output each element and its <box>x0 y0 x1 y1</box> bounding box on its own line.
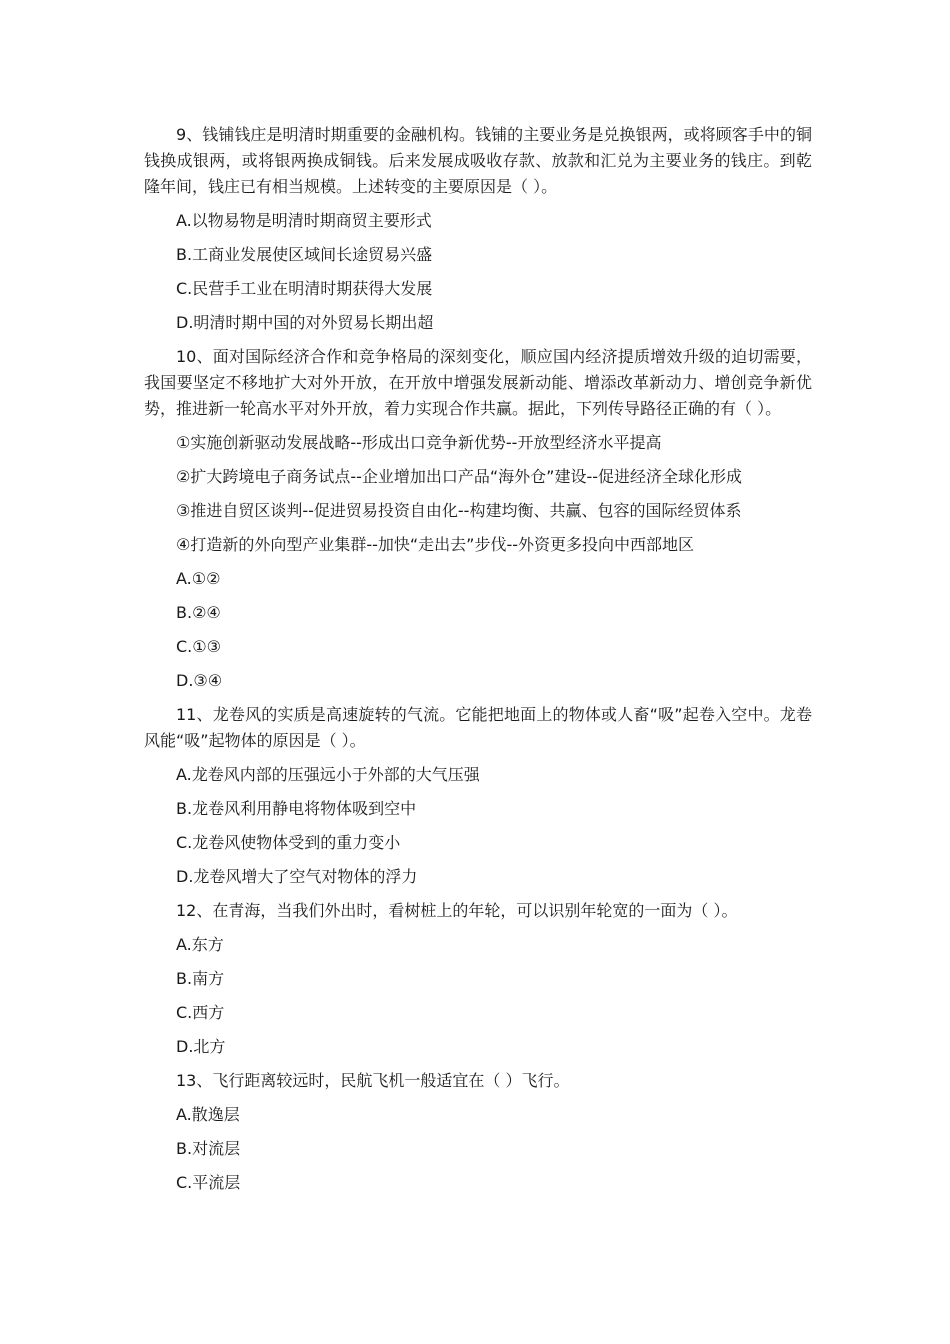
question-stem: 13、飞行距离较远时，民航飞机一般适宜在（ ）飞行。 <box>176 1071 570 1090</box>
option-c: C.①③ <box>176 637 221 656</box>
statement-4: ④打造新的外向型产业集群--加快“走出去”步伐--外资更多投向中西部地区 <box>176 535 695 554</box>
option-a: A.东方 <box>176 935 224 954</box>
document-page <box>144 122 812 1204</box>
option-b: B.龙卷风利用静电将物体吸到空中 <box>176 799 417 818</box>
statement-2: ②扩大跨境电子商务试点--企业增加出口产品“海外仓”建设--促进经济全球化形成 <box>176 467 743 486</box>
option-b: B.对流层 <box>176 1139 241 1158</box>
option-b: B.南方 <box>176 969 225 988</box>
option-c: C.民营手工业在明清时期获得大发展 <box>176 279 433 298</box>
option-d: D.龙卷风增大了空气对物体的浮力 <box>176 867 418 886</box>
question-10 <box>144 344 812 694</box>
option-d: D.③④ <box>176 671 223 690</box>
question-stem: 11、龙卷风的实质是高速旋转的气流。它能把地面上的物体或人畜“吸”起卷入空中。龙卷风能“吸”起物体的原因是（ ）。 <box>144 705 812 750</box>
option-b: B.工商业发展使区域间长途贸易兴盛 <box>176 245 433 264</box>
question-9 <box>144 122 812 336</box>
question-stem: 10、面对国际经济合作和竞争格局的深刻变化，顺应国内经济提质增效升级的迫切需要，我国要坚定不移地扩大对外开放，在开放中增强发展新动能、增添改革新动力、增创竞争新优势，推进新一轮高水平对外开放，着力实现合作共赢。据此，下列传导路径正确的有（ ）。 <box>144 347 812 418</box>
option-a: A.以物易物是明清时期商贸主要形式 <box>176 211 432 230</box>
question-13 <box>144 1068 812 1196</box>
question-11 <box>144 702 812 890</box>
question-stem: 12、在青海，当我们外出时，看树桩上的年轮，可以识别年轮宽的一面为（ ）。 <box>176 901 738 920</box>
option-b: B.②④ <box>176 603 221 622</box>
question-12 <box>144 898 812 1060</box>
option-a: A.①② <box>176 569 221 588</box>
option-c: C.平流层 <box>176 1173 241 1192</box>
statement-3: ③推进自贸区谈判--促进贸易投资自由化--构建均衡、共赢、包容的国际经贸体系 <box>176 501 742 520</box>
option-d: D.北方 <box>176 1037 226 1056</box>
option-d: D.明清时期中国的对外贸易长期出超 <box>176 313 434 332</box>
option-a: A.龙卷风内部的压强远小于外部的大气压强 <box>176 765 480 784</box>
question-stem: 9、钱铺钱庄是明清时期重要的金融机构。钱铺的主要业务是兑换银两，或将顾客手中的铜钱换成银两，或将银两换成铜钱。后来发展成吸收存款、放款和汇兑为主要业务的钱庄。到乾隆年间，钱庄已有相当规模。上述转变的主要原因是（ ）。 <box>144 125 812 196</box>
statement-1: ①实施创新驱动发展战略--形成出口竞争新优势--开放型经济水平提高 <box>176 433 662 452</box>
option-c: C.西方 <box>176 1003 225 1022</box>
option-c: C.龙卷风使物体受到的重力变小 <box>176 833 401 852</box>
option-a: A.散逸层 <box>176 1105 240 1124</box>
